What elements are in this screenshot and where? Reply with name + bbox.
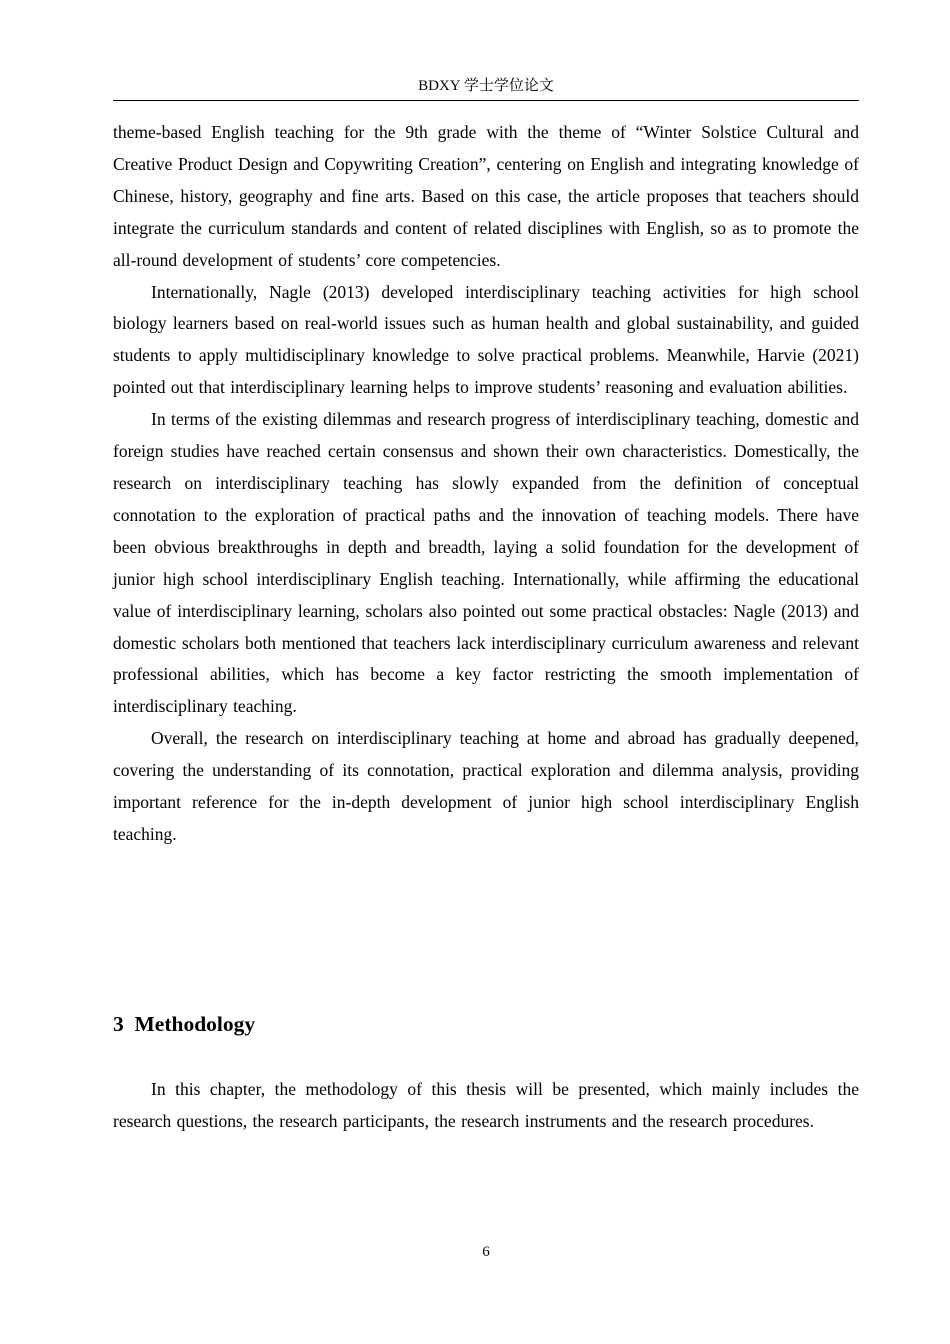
paragraph-international-studies: Internationally, Nagle (2013) developed interdisciplinary teaching activities for high school biology learners based on real-world issues such as human health and global sustainability, and guided students to apply multidisciplinary knowledge to solve practical problems. Meanwhile, Harvie (2021) pointed out that interdisciplinary learning helps to improve students’ reasoning and evaluation abilities. (113, 281, 859, 398)
section-title: Methodology (134, 1012, 256, 1036)
running-header: BDXY 学士学位论文 (418, 78, 554, 94)
header-divider (113, 100, 859, 101)
paragraph-overall: Overall, the research on interdisciplinary teaching at home and abroad has gradually deepened, covering the understanding of its connotation, practical exploration and dilemma analysis, providing important reference for the in-depth development of junior high school interdisciplinary English teaching. (113, 728, 859, 844)
section-body (113, 1074, 859, 1138)
section-number: 3 (113, 1012, 124, 1036)
paragraph-continued: theme-based English teaching for the 9th grade with the theme of “Winter Solstice Cultural and Creative Product Design and Copywriting Creation”, centering on English and integrating knowledge of Chinese, history, geography and fine arts. Based on this case, the article proposes that teachers should integrate the curriculum standards and content of related disciplines with English, so as to promote the all-round development of students’ core competencies. (113, 122, 859, 270)
body-text (113, 117, 859, 851)
paragraph-dilemmas: In terms of the existing dilemmas and research progress of interdisciplinary teaching, domestic and foreign studies have reached certain consensus and shown their own characteristics. Domestically, the research on interdisciplinary teaching has slowly expanded from the definition of conceptual connotation to the exploration of practical paths and the innovation of teaching models. There have been obvious breakthroughs in depth and breadth, laying a solid foundation for the development of junior high school interdisciplinary English teaching. Internationally, while affirming the educational value of interdisciplinary learning, scholars also pointed out some practical obstacles: Nagle (2013) and domestic scholars both mentioned that teachers lack interdisciplinary curriculum awareness and relevant professional abilities, which has become a key factor restricting the smooth implementation of interdisciplinary teaching. (113, 409, 859, 717)
page-number: 6 (482, 1244, 490, 1260)
section-intro-paragraph: In this chapter, the methodology of this thesis will be presented, which mainly includes the research questions, the research participants, the research instruments and the research procedures. (113, 1079, 859, 1131)
section-heading (113, 1008, 255, 1040)
